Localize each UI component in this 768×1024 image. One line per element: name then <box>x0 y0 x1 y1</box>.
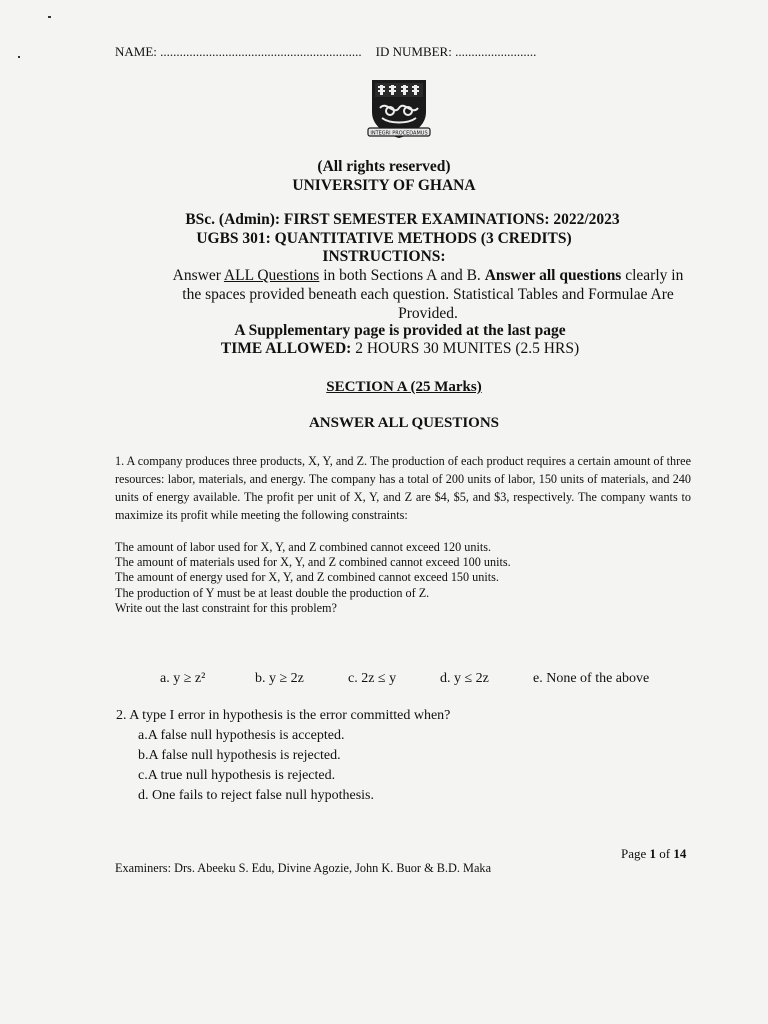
supplementary-note: A Supplementary page is provided at the last page <box>234 322 566 339</box>
student-details-line <box>115 44 536 60</box>
question-2-option: a.A false null hypothesis is accepted. <box>138 728 345 743</box>
instructions-emphasis: ALL Questions <box>223 267 320 284</box>
question-2-stem: 2. A type I error in hypothesis is the error committed when? <box>116 708 451 723</box>
name-field-label: NAME: .............................................................. <box>115 44 362 59</box>
scan-speck <box>18 56 20 58</box>
question-2 <box>116 706 450 806</box>
instructions-text-part: clearly in the spaces provided beneath each question. Statistical Tables and Formulae Are Provided. <box>182 267 684 322</box>
course-title: UGBS 301: QUANTITATIVE METHODS (3 CREDITS) <box>196 230 572 247</box>
section-heading-text: SECTION A (25 Marks) <box>326 379 482 395</box>
instructions-heading: INSTRUCTIONS: <box>322 248 446 265</box>
question-2-option: b.A false null hypothesis is rejected. <box>138 748 341 763</box>
university-crest-logo <box>366 76 432 142</box>
page-current: 1 <box>649 846 657 861</box>
question-1-stem: 1. A company produces three products, X, Y, and Z. The production of each product requires a certain amount of three resources: labor, materials, and energy. The company has a total of 200 units of labor, 150 units of materials, and 240 units of energy available. The profit per unit of X, Y, and Z are $4, $5, and $3, respectively. The company wants to maximize its profit while meeting the following constraints: <box>115 454 691 522</box>
page-number-of: of <box>656 846 674 861</box>
option-d: d. y ≤ 2z <box>440 671 489 686</box>
option-e: e. None of the above <box>533 671 650 686</box>
rights-notice: (All rights reserved) <box>317 158 451 175</box>
scan-speck <box>48 16 51 18</box>
page-number-prefix: Page <box>621 846 650 861</box>
instructions-text <box>168 266 688 323</box>
option-c: c. 2z ≤ y <box>348 671 397 686</box>
page-total: 14 <box>673 846 687 861</box>
constraint-line: The amount of labor used for X, Y, and Z combined cannot exceed 120 units. <box>115 540 492 554</box>
constraint-line: The amount of materials used for X, Y, and Z combined cannot exceed 100 units. <box>115 555 511 570</box>
time-allowed-label: TIME ALLOWED: <box>220 340 352 357</box>
time-allowed <box>0 340 768 358</box>
question-2-option: c.A true null hypothesis is rejected. <box>138 768 336 783</box>
exam-title: BSc. (Admin): FIRST SEMESTER EXAMINATIONS: 2022/2023 <box>185 211 620 228</box>
examiners-line: Examiners: Drs. Abeeku S. Edu, Divine Agozie, John K. Buor & B.D. Maka <box>115 861 492 875</box>
id-number-field-label: ID NUMBER: ......................... <box>375 44 537 59</box>
section-subheading: ANSWER ALL QUESTIONS <box>308 415 500 431</box>
page-number <box>621 846 686 862</box>
constraint-line: The amount of energy used for X, Y, and Z combined cannot exceed 150 units. <box>115 570 499 585</box>
time-allowed-value: 2 HOURS 30 MUNITES (2.5 HRS) <box>351 340 580 357</box>
question-1-prompt: Write out the last constraint for this problem? <box>115 600 337 615</box>
instructions-text-part: Answer <box>172 267 224 284</box>
university-name: UNIVERSITY OF GHANA <box>292 177 476 194</box>
instructions-bold: Answer all questions <box>484 267 622 284</box>
question-2-option: d. One fails to reject false null hypothesis. <box>138 788 374 803</box>
option-b: b. y ≥ 2z <box>255 671 304 686</box>
crest-motto-text: INTEGRI PROCEDAMUS <box>370 130 428 137</box>
option-a: a. y ≥ z² <box>160 671 206 686</box>
question-1-constraints <box>115 540 715 616</box>
section-heading <box>0 378 768 396</box>
instructions-text-part: in both Sections A and B. <box>319 267 485 284</box>
constraint-line: The production of Y must be at least double the production of Z. <box>115 585 430 600</box>
